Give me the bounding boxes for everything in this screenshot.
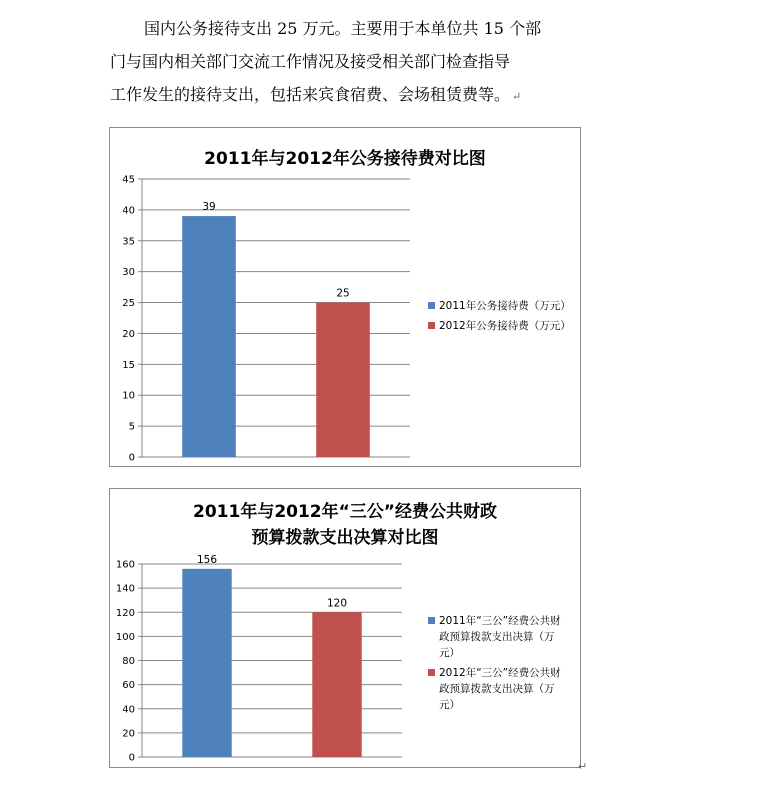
data-label: 156 (196, 553, 218, 566)
y-tick-label: 5 (128, 421, 135, 433)
y-tick-label: 40 (122, 704, 135, 716)
y-tick-label: 40 (122, 205, 135, 217)
y-tick-label: 15 (122, 359, 135, 371)
y-tick-label: 25 (122, 298, 135, 310)
legend-item-2012 (428, 665, 568, 713)
chart-title-line-2: 预算拨款支出决算对比图 (251, 528, 439, 548)
y-tick-label: 100 (115, 631, 135, 643)
legend-label-2012: 2012年公务接待费（万元） (439, 320, 571, 332)
bar-2012 (312, 612, 361, 757)
bar-2011 (182, 569, 231, 757)
paragraph-line-1: 国内公务接待支出 25 万元。主要用于本单位共 15 个部 (144, 19, 542, 38)
three-public-expenses-chart (109, 488, 581, 768)
legend-label-2011: 2011年公务接待费（万元） (439, 300, 571, 312)
reception-fee-chart (109, 127, 581, 467)
data-label: 25 (336, 287, 350, 300)
y-tick-label: 35 (122, 236, 135, 248)
y-tick-label: 80 (122, 656, 135, 667)
legend-label-2012 (439, 665, 561, 713)
bar-2011 (182, 216, 236, 457)
chart-legend (428, 613, 568, 717)
y-tick-label: 160 (115, 559, 135, 571)
y-tick-label: 10 (122, 390, 135, 402)
y-tick-label: 30 (122, 267, 135, 279)
legend-label-2012-line-1: 2012年“三公”经费公共财 (439, 667, 561, 679)
legend-label-2011 (439, 613, 561, 661)
return-mark: ↵ (512, 90, 522, 103)
y-tick-label: 120 (115, 607, 135, 619)
legend-label-2012-line-3: 元） (439, 699, 460, 711)
legend-label-2011-line-3: 元） (439, 647, 460, 659)
paragraph-line-2: 门与国内相关部门交流工作情况及接受相关部门检查指导 (110, 52, 511, 71)
legend-item-2011 (428, 613, 568, 661)
end-return-mark: ↵ (578, 760, 588, 773)
body-paragraph (110, 12, 590, 113)
y-tick-label: 60 (122, 680, 135, 692)
y-tick-label: 45 (122, 174, 135, 186)
chart-title-line-1: 2011年与2012年“三公”经费公共财政 (193, 502, 497, 522)
legend-swatch-2011 (428, 302, 435, 309)
legend-swatch-2011 (428, 617, 435, 624)
legend-label-2011-line-2: 政预算拨款支出决算（万 (439, 631, 555, 643)
legend-item-2011 (428, 298, 578, 314)
y-tick-label: 20 (122, 328, 135, 340)
y-tick-label: 0 (128, 452, 135, 464)
bar-2012 (316, 303, 370, 457)
legend-item-2012 (428, 318, 578, 334)
legend-label-2011-line-1: 2011年“三公”经费公共财 (439, 615, 561, 627)
paragraph-line-3 (110, 78, 590, 113)
reception-fee-plot (110, 128, 580, 466)
legend-swatch-2012 (428, 669, 435, 676)
data-label: 120 (326, 597, 348, 610)
y-tick-label: 20 (122, 728, 135, 740)
y-tick-label: 140 (115, 583, 135, 595)
paragraph-line-3-text: 工作发生的接待支出，包括来宾食宿费、会场租赁费等。 (110, 85, 511, 104)
legend-swatch-2012 (428, 322, 435, 329)
legend-label-2012-line-2: 政预算拨款支出决算（万 (439, 683, 555, 695)
y-tick-label: 0 (128, 752, 135, 764)
data-label: 39 (202, 201, 216, 214)
chart-title: 2011年与2012年公务接待费对比图 (204, 149, 486, 169)
chart-legend (428, 298, 578, 338)
